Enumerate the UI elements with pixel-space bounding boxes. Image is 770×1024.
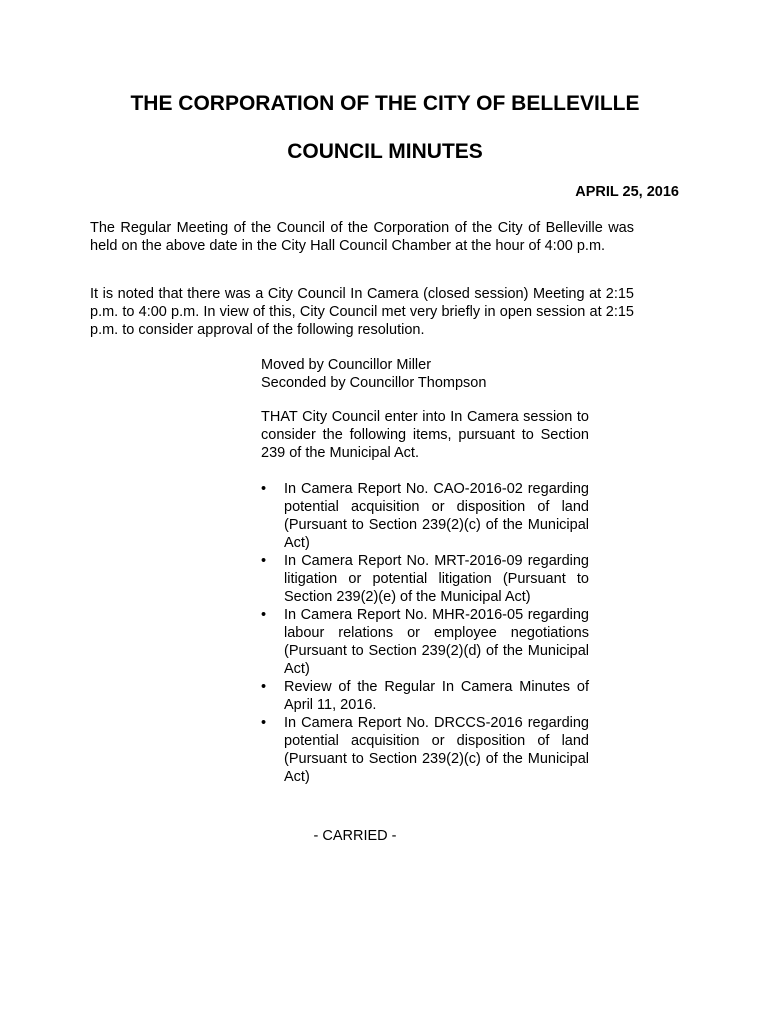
list-item bbox=[261, 606, 589, 678]
bullet-icon: • bbox=[261, 553, 267, 569]
resolution-text: THAT City Council enter into In Camera session to consider the following items, pursuant to Section 239 of the Municipal Act. bbox=[261, 409, 589, 461]
list-item-text: In Camera Report No. MRT-2016-09 regarding litigation or potential litigation (Pursuant to Section 239(2)(e) of the Municipal Act) bbox=[284, 553, 589, 605]
document-title: THE CORPORATION OF THE CITY OF BELLEVILLE bbox=[130, 92, 640, 115]
bullet-icon: • bbox=[261, 679, 267, 695]
list-item-text: In Camera Report No. CAO-2016-02 regarding potential acquisition or disposition of land (Pursuant to Section 239(2)(c) of the Municipal Act) bbox=[284, 481, 589, 551]
bullet-icon: • bbox=[261, 715, 267, 731]
bullet-icon: • bbox=[261, 481, 267, 497]
list-item-text: Review of the Regular In Camera Minutes of April 11, 2016. bbox=[284, 679, 589, 713]
intro-paragraph: The Regular Meeting of the Council of the Corporation of the City of Belleville was held on the above date in the City Hall Council Chamber at the hour of 4:00 p.m. bbox=[90, 220, 634, 254]
list-item bbox=[261, 480, 589, 552]
list-item bbox=[261, 552, 589, 606]
list-item-text: In Camera Report No. MHR-2016-05 regarding labour relations or employee negotiations (Pursuant to Section 239(2)(d) of the Municipal Act) bbox=[284, 607, 589, 677]
motion-result: - CARRIED - bbox=[313, 828, 397, 844]
seconded-by: Seconded by Councillor Thompson bbox=[261, 375, 487, 391]
list-item bbox=[261, 714, 589, 786]
in-camera-note-paragraph: It is noted that there was a City Council In Camera (closed session) Meeting at 2:15 p.m. to 4:00 p.m. In view of this, City Council met very briefly in open session at 2:15 p.m. to consider approval of the following resolution. bbox=[90, 286, 634, 338]
agenda-item-list bbox=[261, 480, 589, 786]
meeting-date: APRIL 25, 2016 bbox=[575, 184, 679, 200]
list-item bbox=[261, 678, 589, 714]
moved-by: Moved by Councillor Miller bbox=[261, 357, 432, 373]
document-subtitle: COUNCIL MINUTES bbox=[287, 140, 483, 163]
list-item-text: In Camera Report No. DRCCS-2016 regarding potential acquisition or disposition of land (Pursuant to Section 239(2)(c) of the Municipal Act) bbox=[284, 715, 589, 785]
bullet-icon: • bbox=[261, 607, 267, 623]
motion-movers bbox=[261, 356, 589, 392]
